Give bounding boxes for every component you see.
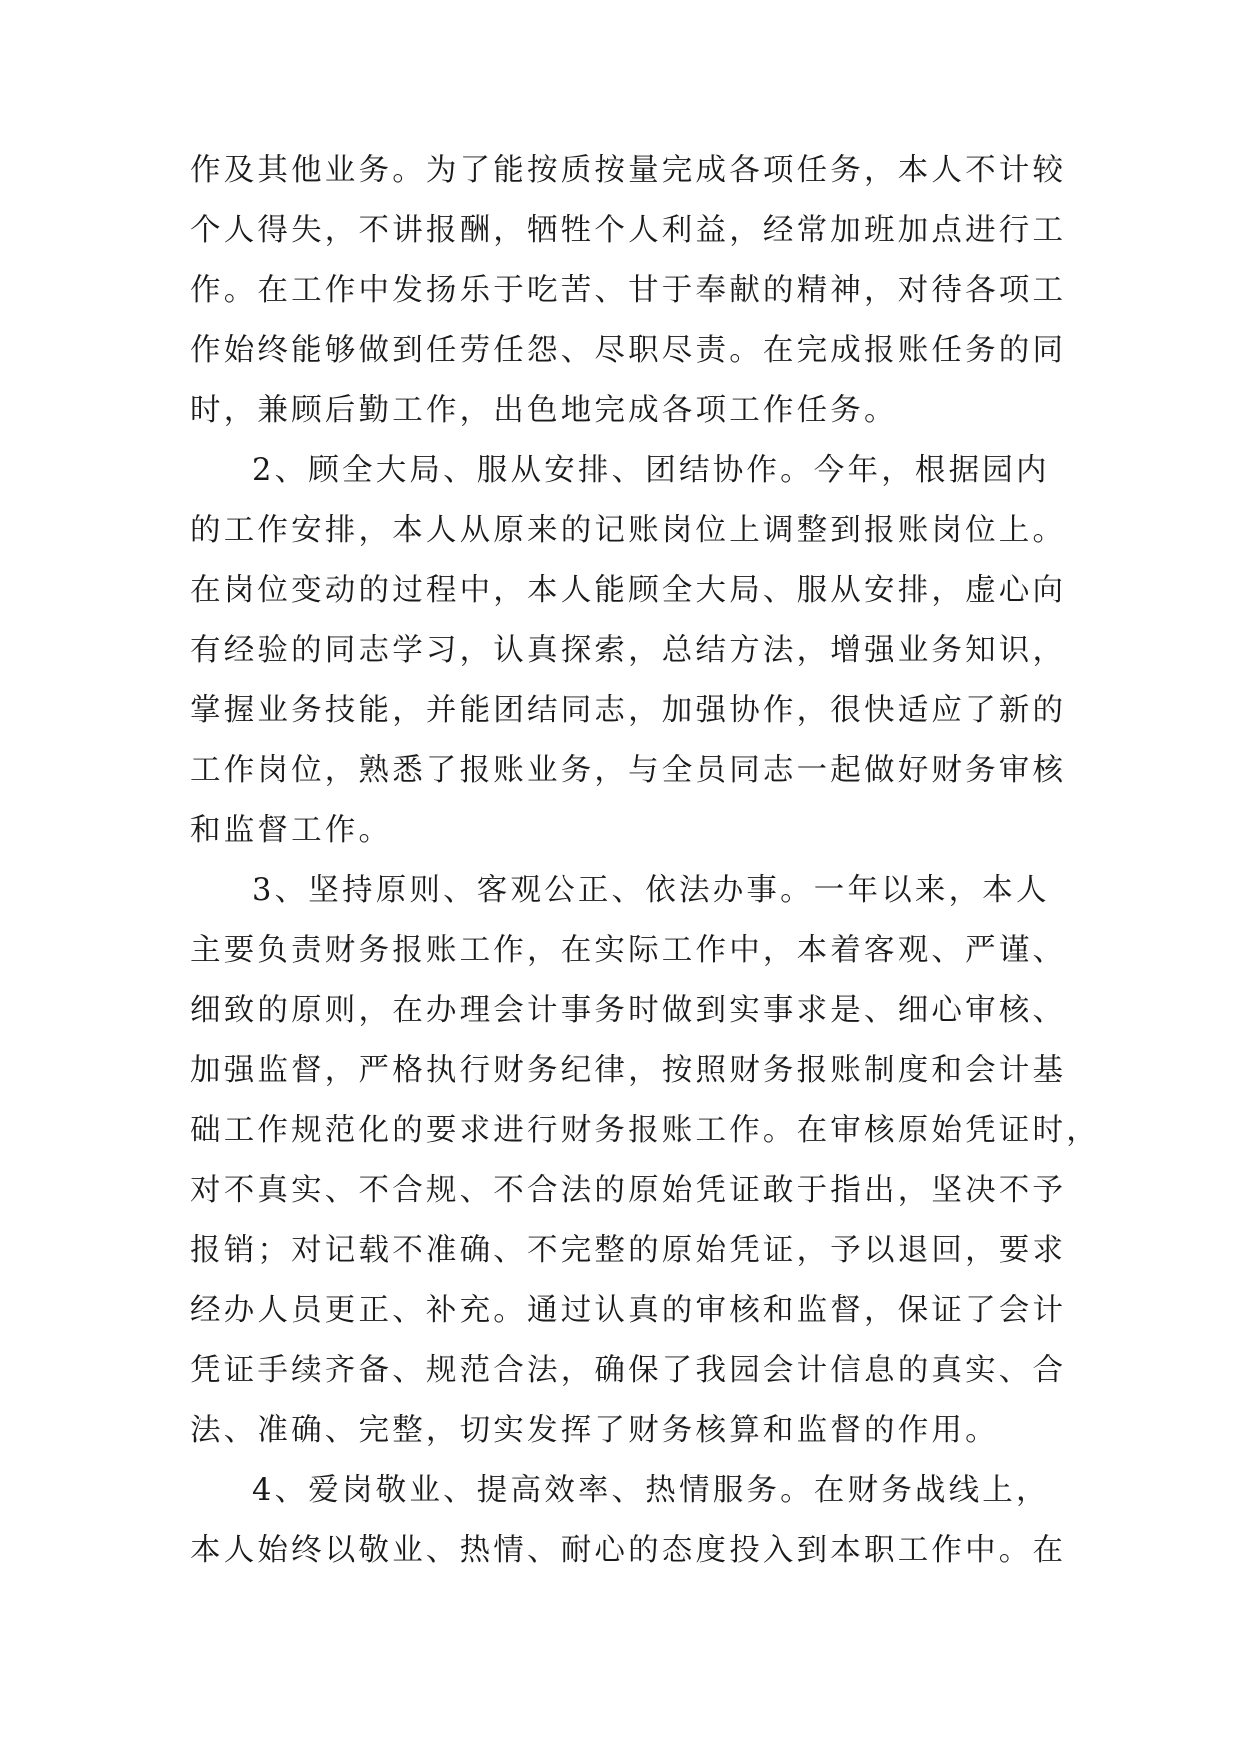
text-line: 凭证手续齐备、规范合法，确保了我园会计信息的真实、合 [190,1353,1067,1388]
text-line: 加强监督，严格执行财务纪律，按照财务报账制度和会计基 [190,1053,1067,1088]
text-line: 主要负责财务报账工作，在实际工作中，本着客观、严谨、 [190,933,1067,968]
text-line: 工作岗位，熟悉了报账业务，与全员同志一起做好财务审核 [190,753,1067,788]
text-line: 作始终能够做到任劳任怨、尽职尽责。在完成报账任务的同 [190,333,1067,368]
text-line: 法、准确、完整，切实发挥了财务核算和监督的作用。 [190,1413,999,1448]
paragraph-4-start: 4、爱岗敬业、提高效率、热情服务。在财务战线上， [252,1473,1050,1508]
paragraph-3-start: 3、坚持原则、客观公正、依法办事。一年以来，本人 [252,873,1050,908]
text-line: 掌握业务技能，并能团结同志，加强协作，很快适应了新的 [190,693,1067,728]
text-line: 的工作安排，本人从原来的记账岗位上调整到报账岗位上。 [190,513,1067,548]
text-line: 时，兼顾后勤工作，出色地完成各项工作任务。 [190,393,898,428]
text-line: 和监督工作。 [190,813,393,848]
text-line: 础工作规范化的要求进行财务报账工作。在审核原始凭证时， [190,1113,1100,1148]
paragraph-2-start: 2、顾全大局、服从安排、团结协作。今年，根据园内 [252,453,1050,488]
text-line: 在岗位变动的过程中，本人能顾全大局、服从安排，虚心向 [190,573,1067,608]
text-line: 作及其他业务。为了能按质按量完成各项任务，本人不计较 [190,153,1067,188]
text-line: 细致的原则，在办理会计事务时做到实事求是、细心审核、 [190,993,1067,1028]
text-line: 作。在工作中发扬乐于吃苦、甘于奉献的精神，对待各项工 [190,273,1067,308]
text-line: 本人始终以敬业、热情、耐心的态度投入到本职工作中。在 [190,1533,1067,1568]
text-line: 对不真实、不合规、不合法的原始凭证敢于指出，坚决不予 [190,1173,1067,1208]
text-line: 有经验的同志学习，认真探索，总结方法，增强业务知识， [190,633,1067,668]
text-line: 个人得失，不讲报酬，牺牲个人利益，经常加班加点进行工 [190,213,1067,248]
text-line: 经办人员更正、补充。通过认真的审核和监督，保证了会计 [190,1293,1067,1328]
text-line: 报销；对记载不准确、不完整的原始凭证，予以退回，要求 [190,1233,1067,1268]
